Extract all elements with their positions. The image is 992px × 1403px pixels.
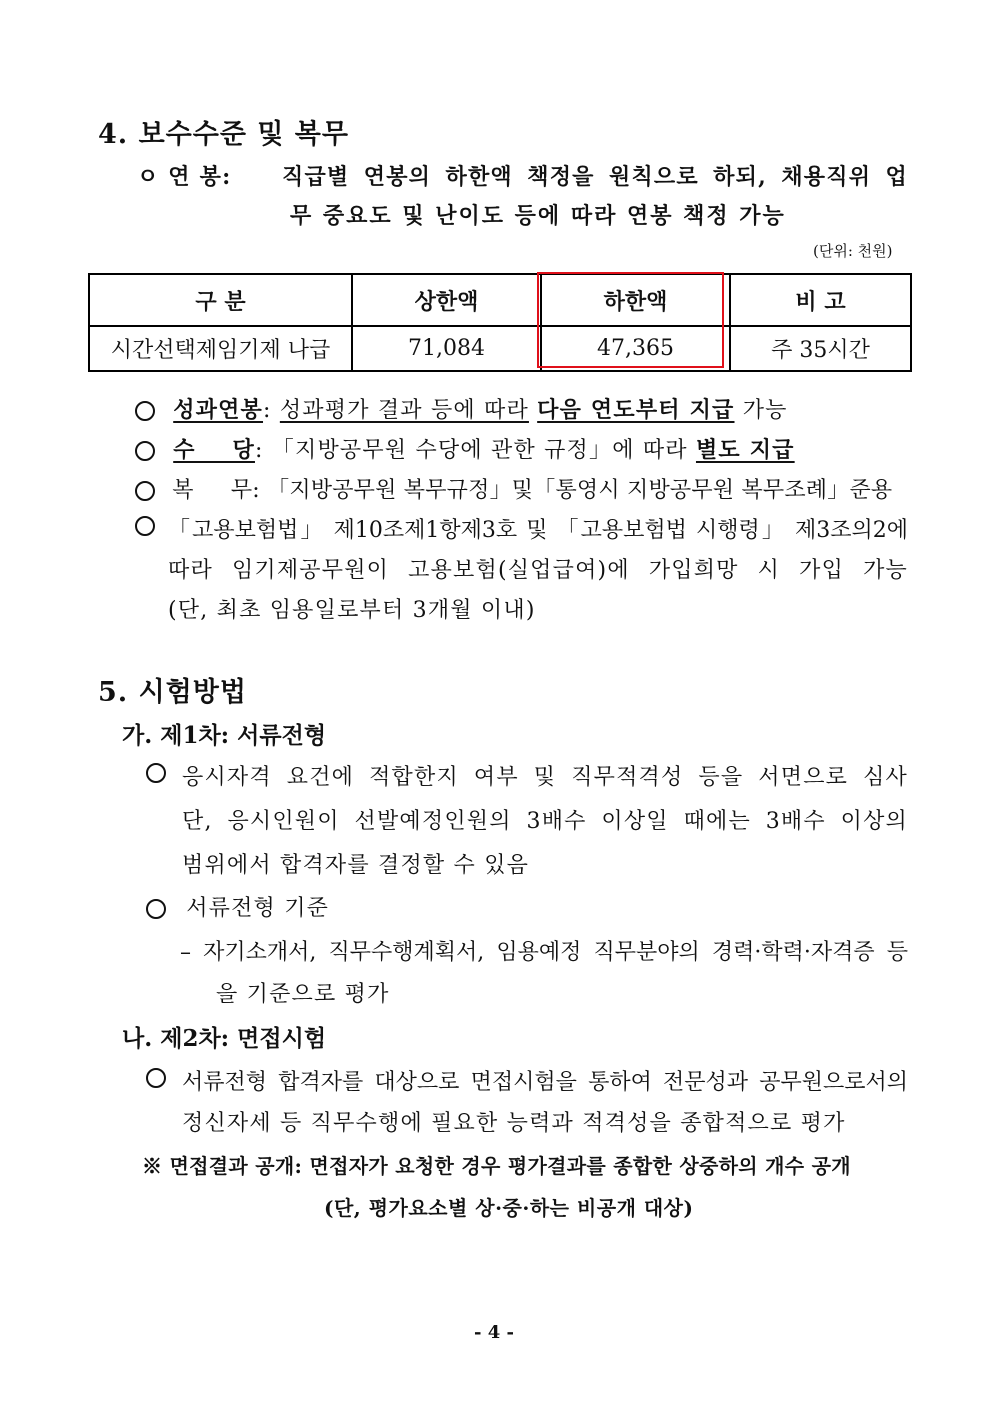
insurance-line-3: (단, 최초 임용일로부터 3개월 이내) <box>168 598 536 623</box>
salary-label: ㅇ 연 봉: <box>137 164 232 190</box>
cell-lower-limit: 47,365 <box>541 326 730 371</box>
circle-bullet-icon <box>135 441 155 461</box>
header-upper-limit: 상한액 <box>352 274 541 326</box>
document-line-3: 범위에서 합격자를 결정할 수 있음 <box>182 853 530 878</box>
performance-text-b: 다음 연도부터 지급 <box>537 397 735 423</box>
criteria-line-2: 을 기준으로 평가 <box>216 982 390 1007</box>
performance-text-a: 성과평가 결과 등에 따라 <box>279 398 529 423</box>
criteria-title: 서류전형 기준 <box>186 896 330 921</box>
subsection-1-title: 가. 제1차: 서류전형 <box>122 722 327 749</box>
circle-bullet-icon <box>135 401 155 421</box>
insurance-line-1: 「고용보험법」 제10조제1항제3호 및 「고용보험법 시행령」 제3조의2에 <box>168 518 908 543</box>
header-category: 구 분 <box>89 274 352 326</box>
salary-line-1: 직급별 연봉의 하한액 책정을 원칙으로 하되, 채용직위 업 <box>282 164 908 190</box>
performance-text-c: 가능 <box>742 398 788 423</box>
cell-upper-limit: 71,084 <box>352 326 541 371</box>
service-label: 복 무: <box>172 478 260 503</box>
salary-table <box>88 273 912 372</box>
insurance-line-2: 따라 임기제공무원이 고용보험(실업급여)에 가입희망 시 가입 가능 <box>168 558 908 583</box>
highlight-box <box>537 272 724 368</box>
header-lower-limit: 하한액 <box>541 274 730 326</box>
bullet-criteria <box>146 891 329 922</box>
interview-note-line-1: ※ 면접결과 공개: 면접자가 요청한 경우 평가결과를 종합한 상중하의 개수 공개 <box>142 1154 851 1178</box>
circle-bullet-icon <box>135 481 155 501</box>
bullet-insurance-marker <box>135 513 155 538</box>
criteria-line-1: – 자기소개서, 직무수행계획서, 임용예정 직무분야의 경력·학력·자격증 등 <box>180 940 908 965</box>
bullet-document-marker <box>146 760 166 785</box>
cell-remarks: 주 35시간 <box>730 326 911 371</box>
document-line-1: 응시자격 요건에 적합한지 여부 및 직무적격성 등을 서면으로 심사 <box>182 765 908 790</box>
header-remarks: 비 고 <box>730 274 911 326</box>
allowance-text-a: 「지방공무원 수당에 관한 규정」에 따라 <box>271 438 688 463</box>
cell-category: 시간선택제임기제 나급 <box>89 326 352 371</box>
table-header-row <box>89 274 911 326</box>
interview-note-line-2: (단, 평가요소별 상·중·하는 비공개 대상) <box>324 1196 694 1220</box>
circle-bullet-icon <box>135 516 155 536</box>
subsection-2-title: 나. 제2차: 면접시험 <box>122 1025 327 1052</box>
bullet-performance: 성과연봉: 성과평가 결과 등에 따라 다음 연도부터 지급 가능 <box>135 393 788 424</box>
document-line-2: 단, 응시인원이 선발예정인원의 3배수 이상일 때에는 3배수 이상의 <box>182 809 908 834</box>
table-row <box>89 326 911 371</box>
allowance-label: 수 당 <box>173 437 255 463</box>
performance-label: 성과연봉 <box>173 397 264 423</box>
salary-line-2: 무 중요도 및 난이도 등에 따라 연봉 책정 가능 <box>290 203 786 229</box>
bullet-interview-marker <box>146 1065 166 1090</box>
page-number: - 4 - <box>474 1322 514 1343</box>
circle-bullet-icon <box>146 899 166 919</box>
bullet-allowance: 수 당: 「지방공무원 수당에 관한 규정」에 따라 별도 지급 <box>135 433 795 464</box>
bullet-service <box>135 473 892 504</box>
circle-bullet-icon <box>146 1068 166 1088</box>
circle-bullet-icon <box>146 763 166 783</box>
interview-line-2: 정신자세 등 직무수행에 필요한 능력과 적격성을 종합적으로 평가 <box>182 1111 846 1136</box>
interview-line-1: 서류전형 합격자를 대상으로 면접시험을 통하여 전문성과 공무원으로서의 <box>182 1070 908 1095</box>
section-5-title: 5. 시험방법 <box>98 677 247 708</box>
section-4-title: 4. 보수수준 및 복무 <box>98 119 349 150</box>
unit-note: (단위: 천원) <box>813 242 893 260</box>
service-text: 「지방공무원 복무규정」및「통영시 지방공무원 복무조례」준용 <box>267 478 893 503</box>
allowance-text-b: 별도 지급 <box>695 437 795 463</box>
